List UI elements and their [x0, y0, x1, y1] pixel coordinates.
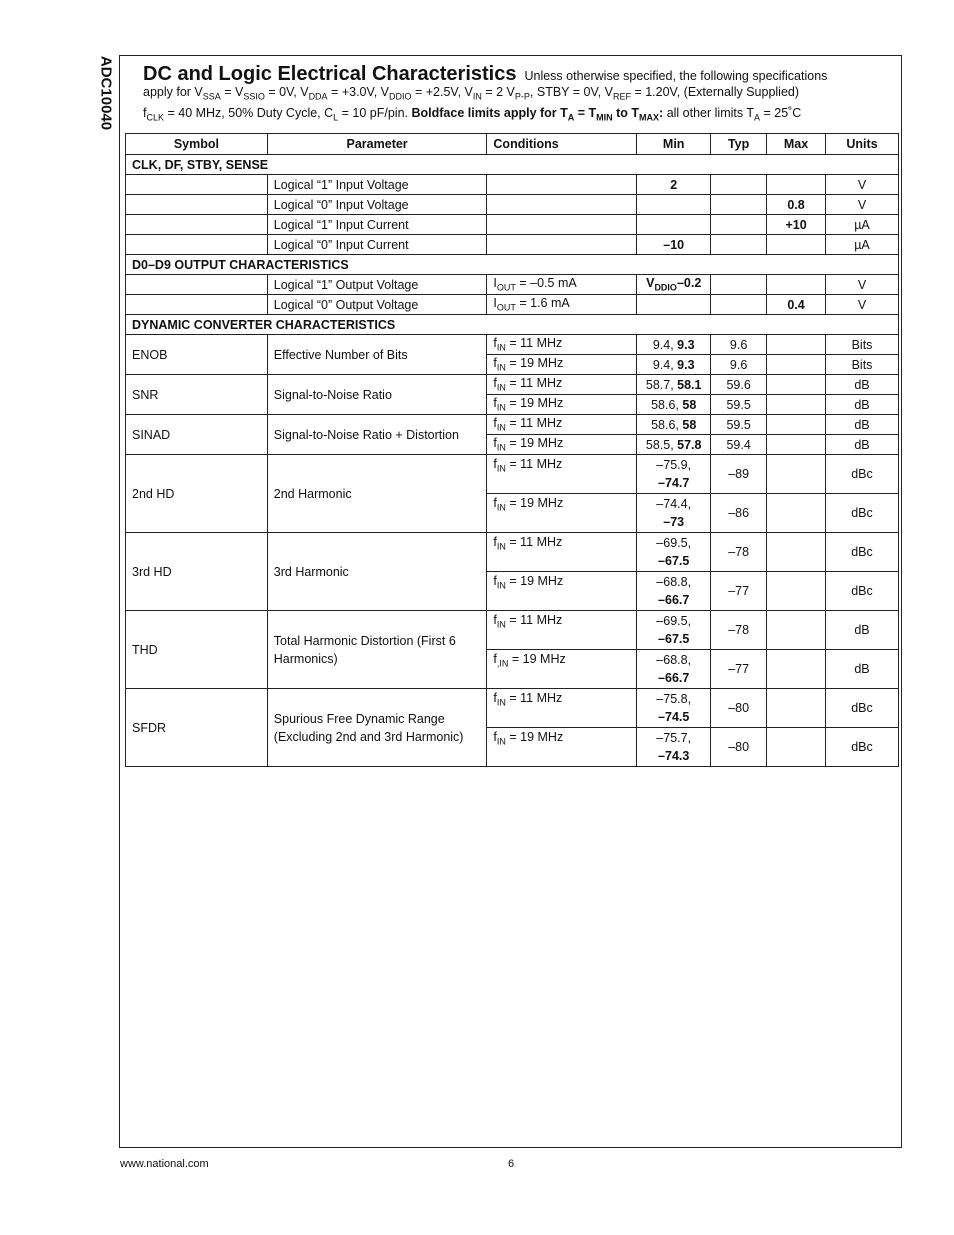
min-cell: –69.5, –67.5 [637, 533, 711, 572]
min-cell: $V_{DDIO}-0.2$ [637, 275, 711, 295]
units-cell: dB [826, 611, 899, 650]
typ-cell: 59.4 [711, 435, 767, 455]
typ-cell: 9.6 [711, 335, 767, 355]
param-cell: Logical “1” Input Voltage [267, 175, 487, 195]
page-number: 6 [508, 1158, 515, 1170]
min-cell: 58.6, 58 [637, 395, 711, 415]
table-row [126, 215, 899, 235]
min-cell: –10 [663, 237, 685, 252]
section-row-dynamic [126, 315, 899, 335]
section-heading [143, 63, 868, 125]
section-row-clk [126, 155, 899, 175]
table-row [126, 455, 899, 494]
min-cell: –68.8, –66.7 [637, 572, 711, 611]
table-row [126, 375, 899, 395]
table-row [126, 195, 899, 215]
section-label: DYNAMIC CONVERTER CHARACTERISTICS [126, 315, 899, 335]
min-cell: 2 [670, 177, 678, 192]
conditions-cell: $I_{OUT} = 1.6$ mA [487, 295, 637, 315]
min-cell: –75.8, –74.5 [637, 689, 711, 728]
param-cell: Total Harmonic Distortion (First 6 Harmonics) [267, 611, 487, 689]
typ-cell: 59.6 [711, 375, 767, 395]
table-row [126, 295, 899, 315]
symbol-cell: THD [126, 611, 268, 689]
typ-cell: –80 [711, 689, 767, 728]
col-header-conditions: Conditions [487, 134, 637, 155]
units-cell: Bits [826, 355, 899, 375]
typ-cell: –77 [711, 572, 767, 611]
section-label: CLK, DF, STBY, SENSE [126, 155, 899, 175]
conditions-cell: $f_{IN} = 11$ MHz [487, 375, 637, 395]
min-cell: –75.7, –74.3 [637, 728, 711, 767]
conditions-cell: $f_{IN} = 11$ MHz [487, 689, 637, 728]
typ-cell: 9.6 [711, 355, 767, 375]
units-cell: dB [826, 435, 899, 455]
typ-cell: –80 [711, 728, 767, 767]
table-row [126, 175, 899, 195]
units-cell: dB [826, 395, 899, 415]
conditions-cell: $f_{IN} = 19$ MHz [487, 572, 637, 611]
units-cell: dBc [826, 455, 899, 494]
conditions-cell: $I_{OUT} = -0.5$ mA [487, 275, 637, 295]
min-cell: 58.7, 58.1 [637, 375, 711, 395]
table-row [126, 275, 899, 295]
col-header-parameter: Parameter [267, 134, 487, 155]
min-cell: –75.9, –74.7 [637, 455, 711, 494]
units-cell: dB [826, 375, 899, 395]
min-cell: –69.5, –67.5 [637, 611, 711, 650]
param-cell: Spurious Free Dynamic Range (Excluding 2nd and 3rd Harmonic) [267, 689, 487, 767]
section-row-d0d9 [126, 255, 899, 275]
param-cell: Logical “1” Output Voltage [267, 275, 487, 295]
table-header-row [126, 134, 899, 155]
min-cell: –68.8, –66.7 [637, 650, 711, 689]
units-cell: dBc [826, 533, 899, 572]
param-cell: Logical “0” Input Voltage [267, 195, 487, 215]
footer-url: www.national.com [120, 1158, 209, 1170]
conditions-cell: $f_{IN} = 11$ MHz [487, 533, 637, 572]
col-header-max: Max [767, 134, 826, 155]
section-title: DC and Logic Electrical Characteristics [143, 63, 517, 85]
units-cell: dBc [826, 494, 899, 533]
col-header-min: Min [637, 134, 711, 155]
col-header-typ: Typ [711, 134, 767, 155]
units-cell: dBc [826, 728, 899, 767]
typ-cell: –78 [711, 533, 767, 572]
max-cell: 0.4 [787, 297, 805, 312]
side-part-number: ADC10040 [97, 55, 115, 131]
conditions-cell: $f_{IN} = 19$ MHz [487, 435, 637, 455]
units-cell: V [826, 295, 899, 315]
param-cell: Logical “1” Input Current [267, 215, 487, 235]
table-row [126, 689, 899, 728]
conditions-cell: $f_{IN} = 19$ MHz [487, 494, 637, 533]
max-cell: 0.8 [787, 197, 805, 212]
param-cell: 3rd Harmonic [267, 533, 487, 611]
conditions-cell: $f_{IN} = 19$ MHz [487, 395, 637, 415]
units-cell: dBc [826, 572, 899, 611]
symbol-cell: 3rd HD [126, 533, 268, 611]
conditions-cell: $f_{,IN} = 19$ MHz [487, 650, 637, 689]
col-header-symbol: Symbol [126, 134, 268, 155]
table-row [126, 611, 899, 650]
param-cell: Signal-to-Noise Ratio [267, 375, 487, 415]
typ-cell: –77 [711, 650, 767, 689]
heading-conditions-line2: apply for $V_{SSA} = V_{SSIO} = 0V$, $V_{DDA} = +3.0V$, $V_{DDIO} = +2.5V$, $V_{IN} = 2$ $V_{P-P}$, STBY = 0V, $V_{REF} = 1.20V$, (Externally Supplied) [143, 85, 800, 102]
units-cell: V [826, 175, 899, 195]
section-label: D0–D9 OUTPUT CHARACTERISTICS [126, 255, 899, 275]
spec-table [125, 133, 899, 767]
units-cell: Bits [826, 335, 899, 355]
table-row [126, 533, 899, 572]
table-row [126, 335, 899, 355]
heading-intro: Unless otherwise specified, the following specifications [524, 69, 828, 83]
units-cell: µA [826, 215, 899, 235]
param-cell: Logical “0” Input Current [267, 235, 487, 255]
min-cell: 58.6, 58 [637, 415, 711, 435]
min-cell: 9.4, 9.3 [637, 335, 711, 355]
param-cell: Effective Number of Bits [267, 335, 487, 375]
units-cell: µA [826, 235, 899, 255]
symbol-cell: SINAD [126, 415, 268, 455]
typ-cell: –89 [711, 455, 767, 494]
symbol-cell: SNR [126, 375, 268, 415]
conditions-cell: $f_{IN} = 11$ MHz [487, 455, 637, 494]
units-cell: V [826, 275, 899, 295]
conditions-cell: $f_{IN} = 11$ MHz [487, 335, 637, 355]
conditions-cell: $f_{IN} = 19$ MHz [487, 728, 637, 767]
conditions-cell: $f_{IN} = 11$ MHz [487, 611, 637, 650]
units-cell: V [826, 195, 899, 215]
min-cell: 58.5, 57.8 [637, 435, 711, 455]
param-cell: 2nd Harmonic [267, 455, 487, 533]
symbol-cell: 2nd HD [126, 455, 268, 533]
min-cell: –74.4, –73 [637, 494, 711, 533]
table-row [126, 415, 899, 435]
min-cell: 9.4, 9.3 [637, 355, 711, 375]
table-row [126, 235, 899, 255]
symbol-cell: SFDR [126, 689, 268, 767]
param-cell: Logical “0” Output Voltage [267, 295, 487, 315]
typ-cell: –78 [711, 611, 767, 650]
conditions-cell: $f_{IN} = 19$ MHz [487, 355, 637, 375]
units-cell: dB [826, 415, 899, 435]
heading-conditions-line3: $f_{CLK} = 40$ MHz, 50% Duty Cycle, $C_L = 10$ pF/pin. Boldface limits apply for $T_A = T_{MIN}$ to $T_{MAX}$: all other limits $T_A$ = 25˚C [143, 105, 802, 122]
typ-cell: –86 [711, 494, 767, 533]
max-cell: +10 [785, 217, 807, 232]
typ-cell: 59.5 [711, 415, 767, 435]
param-cell: Signal-to-Noise Ratio + Distortion [267, 415, 487, 455]
units-cell: dBc [826, 689, 899, 728]
typ-cell: 59.5 [711, 395, 767, 415]
col-header-units: Units [826, 134, 899, 155]
symbol-cell: ENOB [126, 335, 268, 375]
conditions-cell: $f_{IN} = 11$ MHz [487, 415, 637, 435]
units-cell: dB [826, 650, 899, 689]
